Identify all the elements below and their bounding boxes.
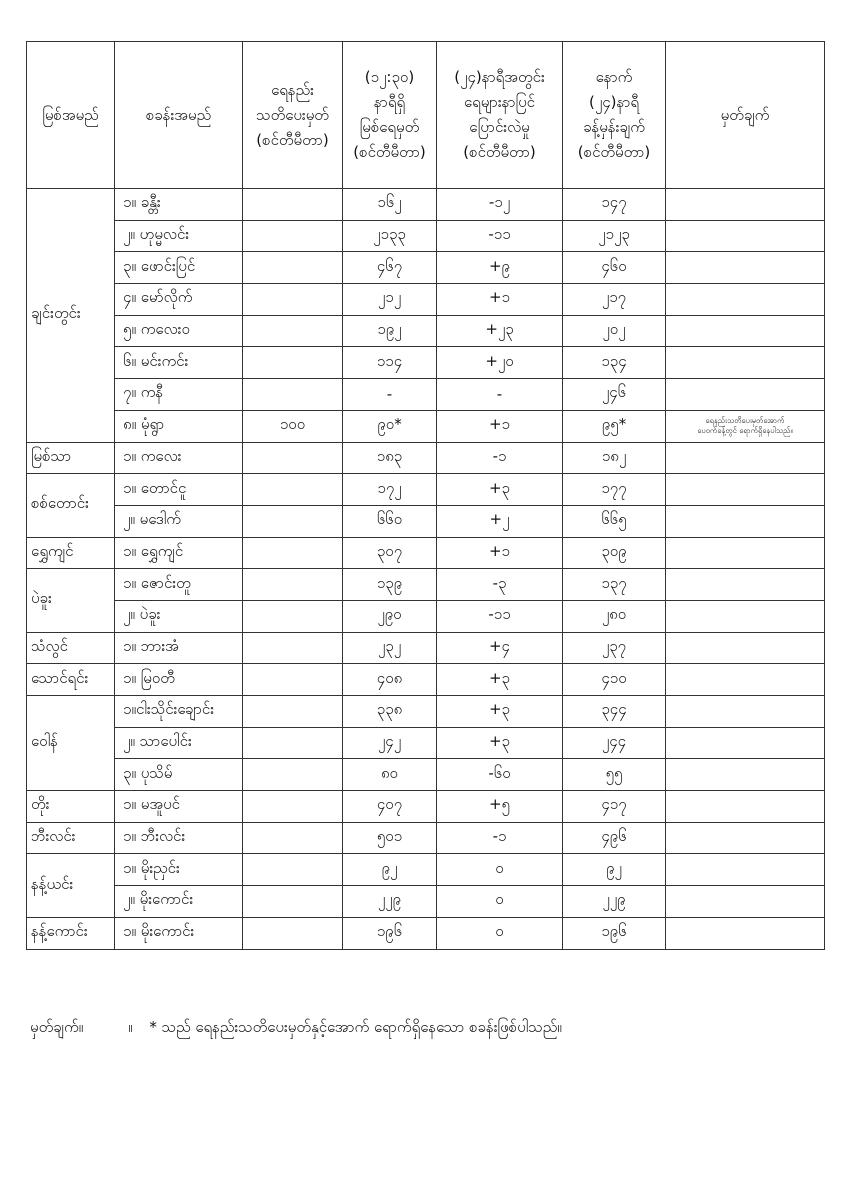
- remark-cell: [666, 379, 825, 411]
- forecast-cell: ၂၂၉: [563, 886, 666, 918]
- change-cell: -: [437, 379, 563, 411]
- low-warning-cell: [243, 379, 343, 411]
- river-cell: ချင်းတွင်း: [27, 189, 115, 443]
- low-warning-cell: [243, 442, 343, 474]
- footnote-separator: ။: [127, 1018, 133, 1036]
- low-warning-cell: [243, 505, 343, 537]
- low-warning-cell: [243, 315, 343, 347]
- station-cell: ၁။ မအူပင်: [115, 791, 243, 823]
- forecast-cell: ၅၅: [563, 759, 666, 791]
- header-forecast: နောက် (၂၄)နာရီ ခန့်မှန်းချက် (စင်တီမီတာ): [563, 42, 666, 189]
- river-cell: နန့်ယင်း: [27, 854, 115, 917]
- low-warning-cell: [243, 284, 343, 316]
- river-cell: ရွှေကျင်: [27, 537, 115, 569]
- station-cell: ၃။ ဖောင်းပြင်: [115, 252, 243, 284]
- table-row: [27, 347, 825, 379]
- station-cell: ၁။ မိုးညှင်း: [115, 854, 243, 886]
- footnote-label: မှတ်ချက်။: [30, 1018, 84, 1036]
- water-level-cell: ၂၉၀: [343, 600, 437, 632]
- forecast-cell: ၆၆၅: [563, 505, 666, 537]
- low-warning-cell: [243, 917, 343, 949]
- change-cell: -၆၀: [437, 759, 563, 791]
- station-cell: ၂။ မဒေါက်: [115, 505, 243, 537]
- table-row: [27, 505, 825, 537]
- table-row: [27, 664, 825, 696]
- forecast-cell: ၂၁၂၃: [563, 220, 666, 252]
- station-cell: ၁။ ဇောင်းတူ: [115, 569, 243, 601]
- forecast-cell: ၉၂: [563, 854, 666, 886]
- station-cell: ၅။ ကလေးဝ: [115, 315, 243, 347]
- station-cell: ၂။ ဟုမ္မလင်း: [115, 220, 243, 252]
- low-warning-cell: [243, 886, 343, 918]
- header-station: စခန်းအမည်: [115, 42, 243, 189]
- river-cell: စစ်တောင်း: [27, 474, 115, 537]
- station-cell: ၂။ သာပေါင်း: [115, 727, 243, 759]
- remark-cell: [666, 822, 825, 854]
- low-warning-cell: [243, 600, 343, 632]
- footnote: [30, 1018, 562, 1040]
- water-level-cell: ၂၁၂: [343, 284, 437, 316]
- remark-cell: [666, 442, 825, 474]
- river-cell: ဝေါန်: [27, 696, 115, 791]
- water-level-cell: ၄၀၈: [343, 664, 437, 696]
- water-level-cell: ၂၃၂: [343, 632, 437, 664]
- river-cell: သောင်ရင်း: [27, 664, 115, 696]
- table-row: [27, 886, 825, 918]
- water-level-cell: ၃၀၇: [343, 537, 437, 569]
- change-cell: -၁: [437, 822, 563, 854]
- water-level-cell: ၄၆၇: [343, 252, 437, 284]
- forecast-cell: ၂၁၇: [563, 284, 666, 316]
- forecast-cell: ၄၉၆: [563, 822, 666, 854]
- forecast-cell: ၁၉၆: [563, 917, 666, 949]
- station-cell: ၁။ မြဝတီ: [115, 664, 243, 696]
- remark-cell: [666, 252, 825, 284]
- table-row: [27, 379, 825, 411]
- table-row: [27, 917, 825, 949]
- forecast-cell: ၁၈၂: [563, 442, 666, 474]
- change-cell: ၀: [437, 886, 563, 918]
- water-level-cell: ၁၉၂: [343, 315, 437, 347]
- table-header-row: [27, 42, 825, 189]
- forecast-cell: ၁၃၇: [563, 569, 666, 601]
- table-row: [27, 759, 825, 791]
- remark-cell: [666, 696, 825, 728]
- remark-cell: [666, 189, 825, 221]
- change-cell: +၁: [437, 537, 563, 569]
- change-cell: +၄: [437, 632, 563, 664]
- table-row: [27, 189, 825, 221]
- table-row: [27, 252, 825, 284]
- forecast-cell: ၃၀၉: [563, 537, 666, 569]
- remark-cell: [666, 537, 825, 569]
- remark-cell: [666, 727, 825, 759]
- station-cell: ၁။ မိုးကောင်း: [115, 917, 243, 949]
- change-cell: +၂၀: [437, 347, 563, 379]
- station-cell: ၁။ ကလေး: [115, 442, 243, 474]
- table-row: [27, 822, 825, 854]
- table-row: [27, 442, 825, 474]
- header-current-level: (၁၂:၃၀) နာရီရှိ မြစ်ရေမှတ် (စင်တီမီတာ): [343, 42, 437, 189]
- forecast-cell: ၉၅*: [563, 410, 666, 442]
- low-warning-cell: [243, 474, 343, 506]
- forecast-cell: ၄၆၀: [563, 252, 666, 284]
- table-row: [27, 220, 825, 252]
- change-cell: +၃: [437, 727, 563, 759]
- change-cell: +၂၃: [437, 315, 563, 347]
- river-cell: ဘီးလင်း: [27, 822, 115, 854]
- remark-cell: [666, 917, 825, 949]
- change-cell: -၁၁: [437, 600, 563, 632]
- change-cell: -၁၁: [437, 220, 563, 252]
- remark-cell: [666, 791, 825, 823]
- water-level-cell: ၉၀*: [343, 410, 437, 442]
- water-level-cell: -: [343, 379, 437, 411]
- remark-cell: [666, 505, 825, 537]
- low-warning-cell: [243, 822, 343, 854]
- water-level-cell: ၂၂၉: [343, 886, 437, 918]
- change-cell: ၀: [437, 854, 563, 886]
- water-level-cell: ၁၁၄: [343, 347, 437, 379]
- remark-cell: [666, 347, 825, 379]
- header-river: မြစ်အမည်: [27, 42, 115, 189]
- table-row: [27, 727, 825, 759]
- remark-cell: [666, 600, 825, 632]
- low-warning-cell: [243, 632, 343, 664]
- river-cell: နန့်ကောင်း: [27, 917, 115, 949]
- table-row: [27, 791, 825, 823]
- forecast-cell: ၂၄၄: [563, 727, 666, 759]
- header-low-warning: ရေနည်း သတိပေးမှတ် (စင်တီမီတာ): [243, 42, 343, 189]
- water-level-cell: ၁၃၉: [343, 569, 437, 601]
- header-24h-change: (၂၄)နာရီအတွင်း ရေများနာပြင် ပြောင်းလဲမှု (စင်တီမီတာ): [437, 42, 563, 189]
- station-cell: ၁။ငါးသိုင်းချောင်း: [115, 696, 243, 728]
- change-cell: +၅: [437, 791, 563, 823]
- low-warning-cell: [243, 791, 343, 823]
- remark-cell: [666, 315, 825, 347]
- water-level-cell: ၁၉၆: [343, 917, 437, 949]
- change-cell: -၃: [437, 569, 563, 601]
- change-cell: -၁၂: [437, 189, 563, 221]
- station-cell: ၇။ ကနီ: [115, 379, 243, 411]
- low-warning-cell: [243, 854, 343, 886]
- change-cell: +၃: [437, 474, 563, 506]
- table-row: [27, 600, 825, 632]
- station-cell: ၈။ မုံရွာ: [115, 410, 243, 442]
- station-cell: ၄။ မော်လိုက်: [115, 284, 243, 316]
- river-cell: တိုး: [27, 791, 115, 823]
- low-warning-cell: [243, 727, 343, 759]
- table-row: [27, 410, 825, 442]
- change-cell: +၃: [437, 664, 563, 696]
- water-level-cell: ၉၂: [343, 854, 437, 886]
- table-row: [27, 854, 825, 886]
- station-cell: ၁။ ဘားအံ: [115, 632, 243, 664]
- remark-cell: [666, 284, 825, 316]
- station-cell: ၁။ တောင်ငူ: [115, 474, 243, 506]
- change-cell: +၃: [437, 696, 563, 728]
- low-warning-cell: [243, 664, 343, 696]
- forecast-cell: ၄၁၇: [563, 791, 666, 823]
- water-level-cell: ၂၄၂: [343, 727, 437, 759]
- low-warning-cell: [243, 537, 343, 569]
- table-row: [27, 569, 825, 601]
- remark-cell: [666, 220, 825, 252]
- low-warning-cell: [243, 220, 343, 252]
- station-cell: ၁။ ဘီးလင်း: [115, 822, 243, 854]
- remark-cell: [666, 854, 825, 886]
- table-row: [27, 474, 825, 506]
- river-cell: သံလွင်: [27, 632, 115, 664]
- water-level-cell: ၅၀၁: [343, 822, 437, 854]
- station-cell: ၃။ ပုသိမ်: [115, 759, 243, 791]
- water-level-cell: ၂၁၃၃: [343, 220, 437, 252]
- water-level-cell: ၈၀: [343, 759, 437, 791]
- remark-cell: [666, 569, 825, 601]
- header-remarks: မှတ်ချက်: [666, 42, 825, 189]
- forecast-cell: ၁၄၇: [563, 189, 666, 221]
- low-warning-cell: [243, 569, 343, 601]
- station-cell: ၁။ ရွှေကျင်: [115, 537, 243, 569]
- table-body: [27, 189, 825, 950]
- change-cell: ၀: [437, 917, 563, 949]
- change-cell: +၁: [437, 410, 563, 442]
- change-cell: +၁: [437, 284, 563, 316]
- station-cell: ၂။ မိုးကောင်း: [115, 886, 243, 918]
- forecast-cell: ၁၇၇: [563, 474, 666, 506]
- water-level-cell: ၃၃၈: [343, 696, 437, 728]
- river-cell: ပဲခူး: [27, 569, 115, 632]
- change-cell: +၂: [437, 505, 563, 537]
- table-row: [27, 284, 825, 316]
- water-level-cell: ၆၆၀: [343, 505, 437, 537]
- low-warning-cell: [243, 696, 343, 728]
- remark-cell: ရေနည်းသတိပေးမှတ်အောက် ပေ၀က်ခန့်တွင် ရောက်ရှိနေပါသည်။: [666, 410, 825, 442]
- remark-cell: [666, 886, 825, 918]
- river-cell: မြစ်သာ: [27, 442, 115, 474]
- footnote-text: * သည် ရေနည်းသတိပေးမှတ်နှင့်အောက် ရောက်ရှိနေသော စခန်းဖြစ်ပါသည်။: [149, 1018, 562, 1036]
- low-warning-cell: [243, 759, 343, 791]
- low-warning-cell: [243, 347, 343, 379]
- table-row: [27, 537, 825, 569]
- low-warning-cell: ၁၀၀: [243, 410, 343, 442]
- change-cell: -၁: [437, 442, 563, 474]
- table-row: [27, 696, 825, 728]
- remark-cell: [666, 632, 825, 664]
- station-cell: ၂။ ပဲခူး: [115, 600, 243, 632]
- station-cell: ၁။ ခန္တီး: [115, 189, 243, 221]
- remark-cell: [666, 474, 825, 506]
- low-warning-cell: [243, 252, 343, 284]
- water-level-cell: ၁၆၂: [343, 189, 437, 221]
- water-level-table: [26, 41, 825, 950]
- water-level-cell: ၄၀၇: [343, 791, 437, 823]
- forecast-cell: ၂၄၆: [563, 379, 666, 411]
- station-cell: ၆။ မင်းကင်း: [115, 347, 243, 379]
- forecast-cell: ၂၃၇: [563, 632, 666, 664]
- table-row: [27, 632, 825, 664]
- forecast-cell: ၂၀၂: [563, 315, 666, 347]
- low-warning-cell: [243, 189, 343, 221]
- forecast-cell: ၂၈၀: [563, 600, 666, 632]
- forecast-cell: ၄၁၀: [563, 664, 666, 696]
- table-row: [27, 315, 825, 347]
- remark-cell: [666, 664, 825, 696]
- water-level-cell: ၁၇၂: [343, 474, 437, 506]
- water-level-cell: ၁၈၃: [343, 442, 437, 474]
- change-cell: +၉: [437, 252, 563, 284]
- remark-cell: [666, 759, 825, 791]
- forecast-cell: ၃၄၄: [563, 696, 666, 728]
- forecast-cell: ၁၃၄: [563, 347, 666, 379]
